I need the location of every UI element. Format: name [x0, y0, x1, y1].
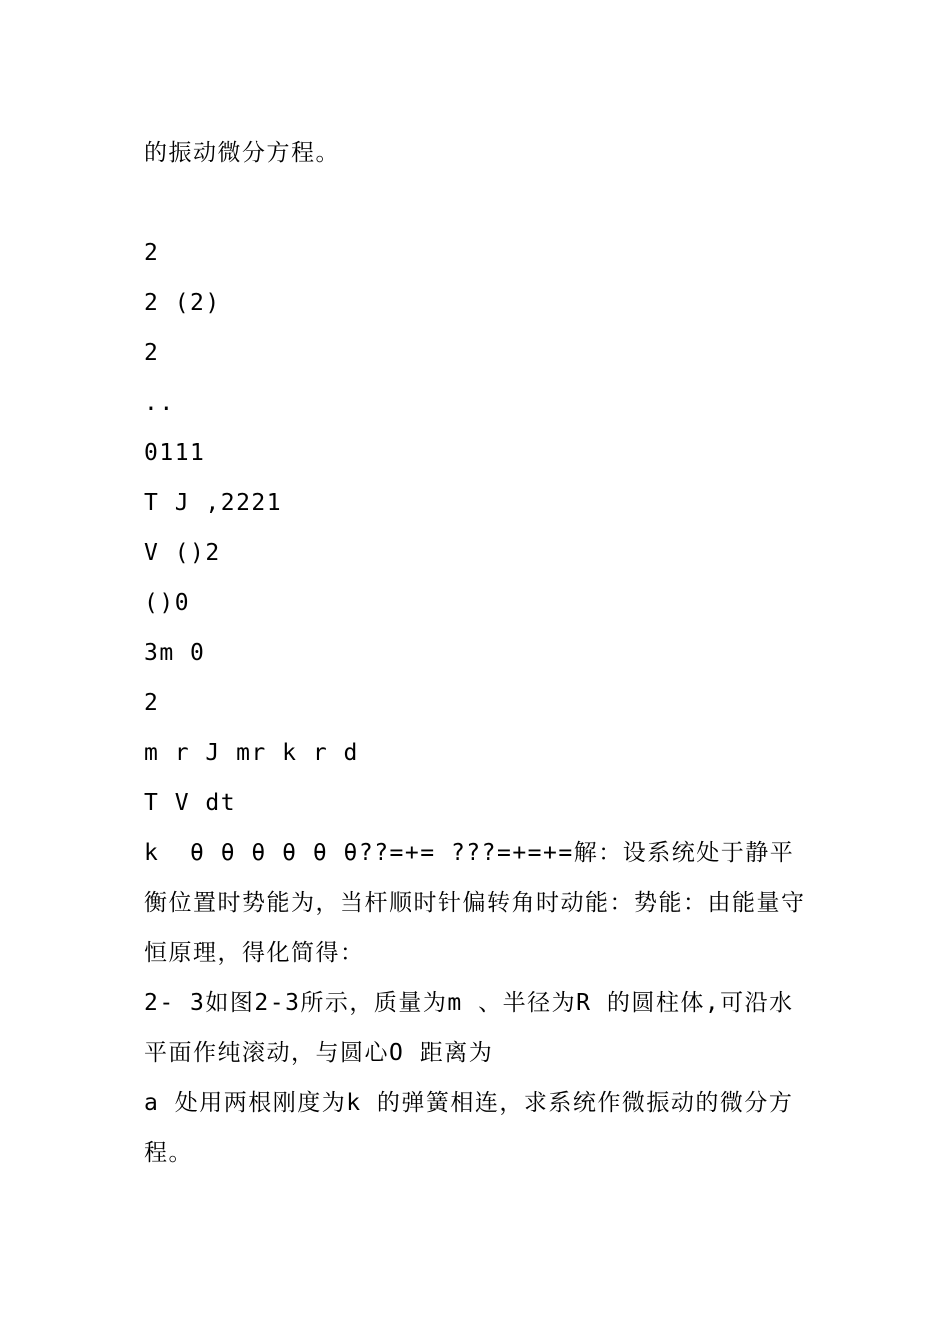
formula-fragment: V ()2: [144, 540, 221, 566]
formula-fragment: 0111: [144, 440, 206, 466]
formula-fragment: m r J mr k r d: [144, 740, 359, 766]
intro-text: 的振动微分方程。: [144, 140, 340, 166]
problem-paragraph: a 处用两根刚度为k 的弹簧相连，求系统作微振动的微分方程。: [144, 1090, 794, 1166]
solution-paragraph: k θ θ θ θ θ θ??=+= ???=+=+=解：设系统处于静平衡位置时势能为，当杆顺时针偏转角时动能：势能：由能量守恒原理，得化简得：: [144, 840, 806, 966]
formula-fragment: 2: [144, 240, 160, 266]
formula-fragment: T J ,2221: [144, 490, 283, 516]
formula-fragment: 3m 0: [144, 640, 206, 666]
paragraph-gap: [144, 178, 809, 228]
formula-fragment: T V dt: [144, 790, 237, 816]
formula-fragment: 2: [144, 690, 160, 716]
formula-fragment: 2 (2): [144, 290, 221, 316]
formula-fragment: ..: [144, 390, 175, 416]
formula-fragment: 2: [144, 340, 160, 366]
problem-paragraph: 2- 3如图2-3所示，质量为m 、半径为R 的圆柱体,可沿水平面作纯滚动，与圆心O 距离为: [144, 990, 794, 1066]
document-body: [144, 128, 809, 1178]
formula-fragment: ()0: [144, 590, 191, 616]
